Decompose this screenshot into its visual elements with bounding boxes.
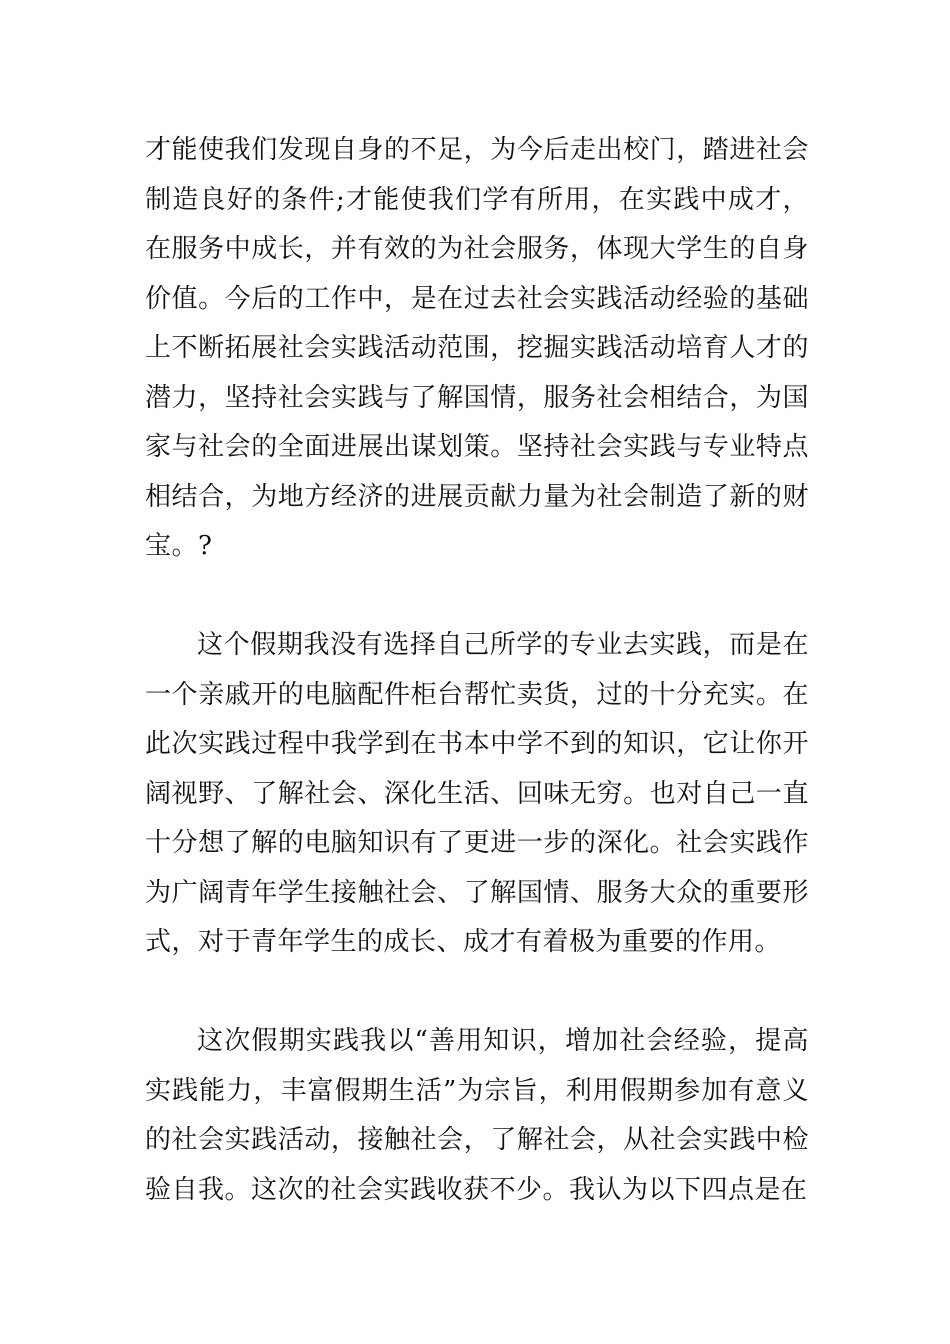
paragraph-spacer <box>145 572 809 622</box>
paragraph-3: 这次假期实践我以“善用知识，增加社会经验，提高实践能力，丰富假期生活”为宗旨，利用假期参加有意义的社会实践活动，接触社会，了解社会，从社会实践中检验自我。这次的社会实践收获不少。我认为以下四点是在 <box>145 1026 809 1205</box>
paragraph-1: 才能使我们发现自身的不足，为今后走出校门，踏进社会制造良好的条件;才能使我们学有所用，在实践中成才，在服务中成长，并有效的为社会服务，体现大学生的自身价值。今后的工作中，是在过去社会实践活动经验的基础上不断拓展社会实践活动范围，挖掘实践活动培育人才的潜力，坚持社会实践与了解国情，服务社会相结合，为国家与社会的全面进展出谋划策。坚持社会实践与专业特点相结合，为地方经济的进展贡献力量为社会制造了新的财宝。? <box>145 135 809 561</box>
paragraph-spacer <box>145 968 809 1018</box>
document-body <box>145 126 809 1215</box>
paragraph-2: 这个假期我没有选择自己所学的专业去实践，而是在一个亲戚开的电脑配件柜台帮忙卖货，过的十分充实。在此次实践过程中我学到在书本中学不到的知识，它让你开阔视野、了解社会、深化生活、回味无穷。也对自己一直十分想了解的电脑知识有了更进一步的深化。社会实践作为广阔青年学生接触社会、了解国情、服务大众的重要形式，对于青年学生的成长、成才有着极为重要的作用。 <box>145 630 809 957</box>
